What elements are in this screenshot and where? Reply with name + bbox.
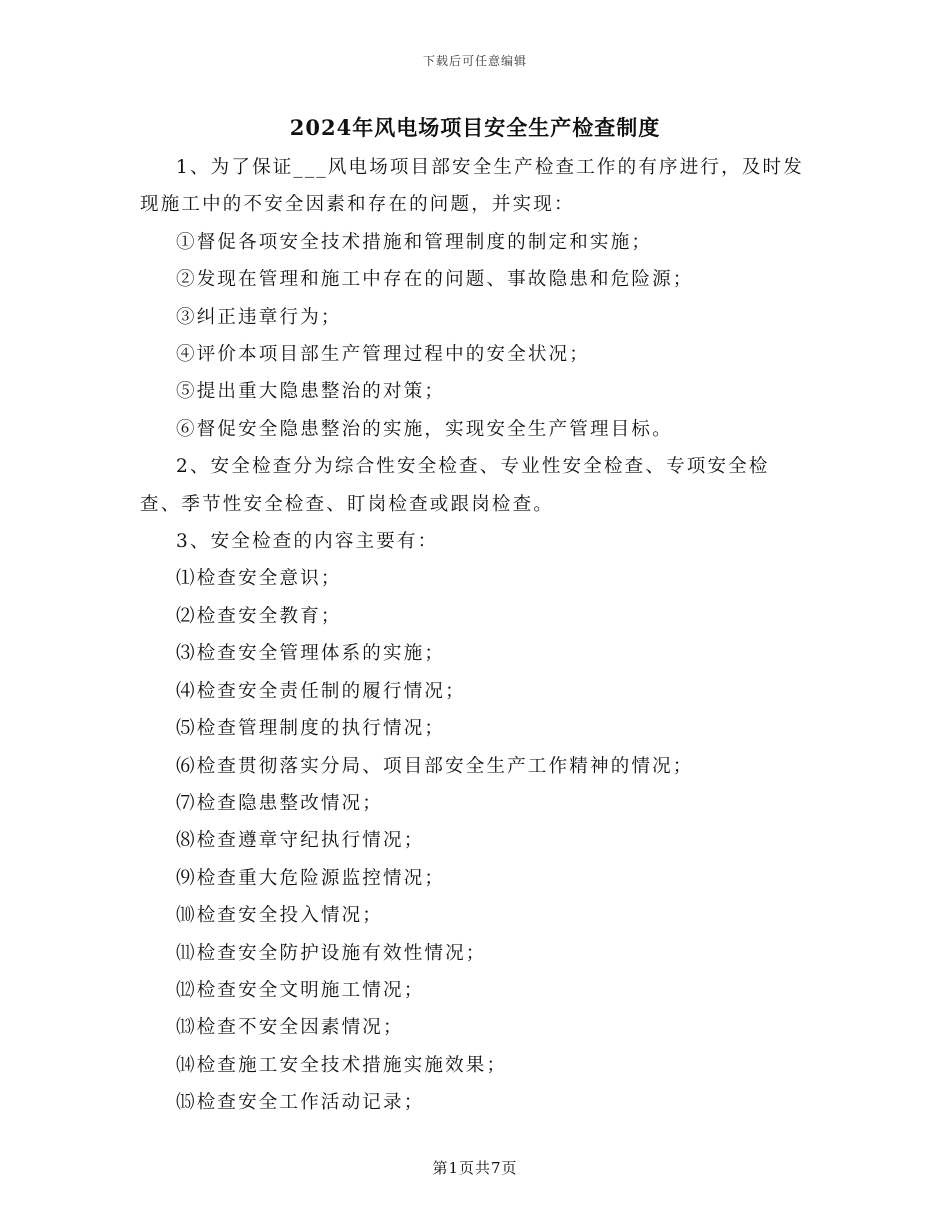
paragraph-3: 3、安全检查的内容主要有： <box>176 531 439 553</box>
list-item: ⑤提出重大隐患整治的对策； <box>176 381 446 403</box>
list-item: ①督促各项安全技术措施和管理制度的制定和实施； <box>176 231 653 253</box>
list-item: ⑶检查安全管理体系的实施； <box>176 643 446 665</box>
list-item: ④评价本项目部生产管理过程中的安全状况； <box>176 344 591 366</box>
list-item: ⑹检查贯彻落实分局、项目部安全生产工作精神的情况； <box>176 755 694 777</box>
list-item: ③纠正违章行为； <box>176 306 342 328</box>
list-item: ⑸检查管理制度的执行情况； <box>176 718 446 740</box>
paragraph-1: 1、为了保证___风电场项目部安全生产检查工作的有序进行，及时发现施工中的不安全因素和存在的问题，并实现： <box>140 157 804 216</box>
list-item: ⑾检查安全防护设施有效性情况； <box>176 942 487 964</box>
page-footer: 第1页共7页 <box>432 1159 518 1177</box>
document-title: 2024年风电场项目安全生产检查制度 <box>289 115 661 140</box>
list-item: ⑿检查安全文明施工情况； <box>176 979 425 1001</box>
header-note: 下载后可任意编辑 <box>422 54 527 68</box>
list-item: ⒀检查不安全因素情况； <box>176 1017 404 1039</box>
paragraph-2: 2、安全检查分为综合性安全检查、专业性安全检查、专项安全检查、季节性安全检查、盯岗检查或跟岗检查。 <box>140 456 770 515</box>
list-item: ⑵检查安全教育； <box>176 605 342 627</box>
list-item: ⒁检查施工安全技术措施实施效果； <box>176 1054 508 1076</box>
list-item: ⑷检查安全责任制的履行情况； <box>176 680 466 702</box>
document-body <box>140 149 810 1122</box>
list-item: ⑼检查重大危险源监控情况； <box>176 867 446 889</box>
list-item: ⑥督促安全隐患整治的实施，实现安全生产管理目标。 <box>176 418 673 440</box>
list-item: ⑺检查隐患整改情况； <box>176 792 384 814</box>
list-item: ⑻检查遵章守纪执行情况； <box>176 830 425 852</box>
list-item: ⑽检查安全投入情况； <box>176 905 384 927</box>
list-item: ②发现在管理和施工中存在的问题、事故隐患和危险源； <box>176 269 694 291</box>
list-item: ⑴检查安全意识； <box>176 568 342 590</box>
list-item: ⒂检查安全工作活动记录； <box>176 1092 425 1114</box>
